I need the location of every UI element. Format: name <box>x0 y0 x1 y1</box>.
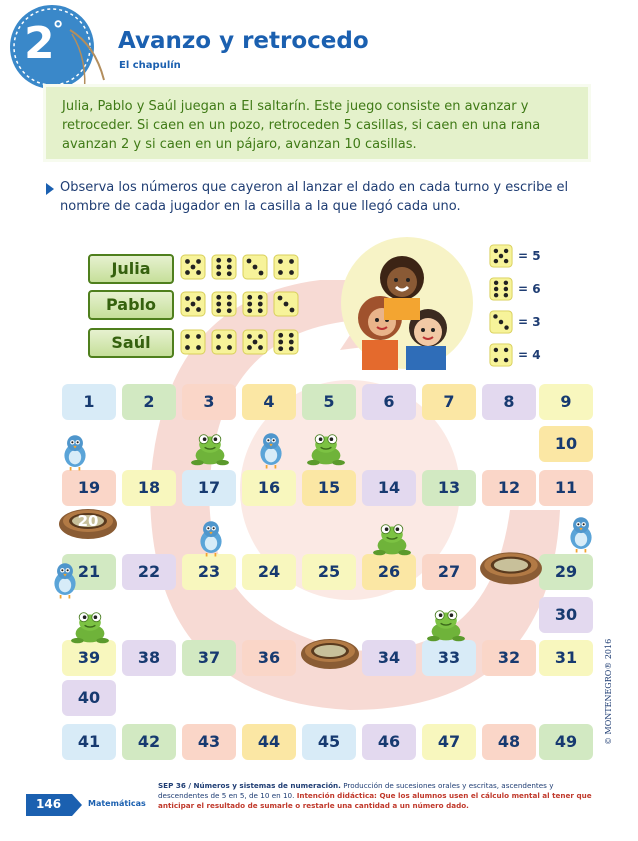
player-saul-label: Saúl <box>88 328 174 358</box>
board-cell: 19 <box>62 470 116 506</box>
board-cell: 11 <box>539 470 593 506</box>
board-cell: 13 <box>422 470 476 506</box>
page-number: 146 <box>36 797 62 811</box>
board-cell: 2 <box>122 384 176 420</box>
board-cell: 37 <box>182 640 236 676</box>
die-6-icon <box>211 254 237 280</box>
legend-value: = 6 <box>518 282 541 296</box>
board-cell: 44 <box>242 724 296 760</box>
board-cell: 10 <box>539 426 593 462</box>
grade-number: 2° <box>24 18 62 69</box>
board-cell: 12 <box>482 470 536 506</box>
board-cell: 34 <box>362 640 416 676</box>
frog-icon <box>190 432 230 468</box>
intro-text: Julia, Pablo y Saúl juegan a El saltarín. Este juego consiste en avanzar y retroceder. Si caen en un pozo, retroceden 5 casillas, si caen en una rana avanzan 2 y si caen en un pájaro, avanzan 10 casillas. <box>62 99 541 152</box>
bird-icon <box>256 430 286 470</box>
die-3-icon <box>242 254 268 280</box>
die-5-icon <box>180 291 206 317</box>
player-pablo-label: Pablo <box>88 290 174 320</box>
die-5-icon <box>242 329 268 355</box>
legend-value: = 3 <box>518 315 541 329</box>
board-cell: 38 <box>122 640 176 676</box>
frog-icon <box>306 432 346 468</box>
board-cell: 14 <box>362 470 416 506</box>
board-cell: 4 <box>242 384 296 420</box>
die-4-icon <box>180 329 206 355</box>
bird-icon <box>196 518 226 558</box>
board-cell: 8 <box>482 384 536 420</box>
subject-label: Matemáticas <box>88 799 146 808</box>
board-cell: 9 <box>539 384 593 420</box>
die-3-icon <box>273 291 299 317</box>
bird-icon <box>566 514 596 554</box>
pit-icon <box>300 634 360 670</box>
board-cell: 21 <box>62 554 116 590</box>
children-illustration <box>340 236 474 370</box>
board-cell: 1 <box>62 384 116 420</box>
board-cell: 3 <box>182 384 236 420</box>
board-cell: 6 <box>362 384 416 420</box>
board-cell: 23 <box>182 554 236 590</box>
board-cell: 47 <box>422 724 476 760</box>
die-4-icon <box>273 254 299 280</box>
board-cell: 5 <box>302 384 356 420</box>
board-cell: 48 <box>482 724 536 760</box>
legend-die-4-icon <box>489 343 513 367</box>
board-cell: 49 <box>539 724 593 760</box>
board-cell: 40 <box>62 680 116 716</box>
copyright: © MONTENEGRO® 2016 <box>604 638 613 745</box>
legend-die-6-icon <box>489 277 513 301</box>
frog-icon <box>372 522 412 558</box>
board-cell: 45 <box>302 724 356 760</box>
board-cell: 7 <box>422 384 476 420</box>
bird-icon <box>60 432 90 472</box>
board-cell: 30 <box>539 597 593 633</box>
legend-die-3-icon <box>489 310 513 334</box>
board-cell: 39 <box>62 640 116 676</box>
pit-number: 20 <box>77 512 99 530</box>
board-cell: 46 <box>362 724 416 760</box>
board-cell: 41 <box>62 724 116 760</box>
board-cell: 15 <box>302 470 356 506</box>
legend-value: = 4 <box>518 348 541 362</box>
board-cell: 25 <box>302 554 356 590</box>
frog-icon <box>426 608 466 644</box>
die-6-icon <box>273 329 299 355</box>
instruction-text: Observa los números que cayeron al lanzar el dado en cada turno y escribe el nombre de cada jugador en la casilla a la que llegó cada uno. <box>60 180 569 214</box>
board-cell: 43 <box>182 724 236 760</box>
board-cell: 36 <box>242 640 296 676</box>
board-cell: 22 <box>122 554 176 590</box>
board-cell: 26 <box>362 554 416 590</box>
die-4-icon <box>211 329 237 355</box>
board-cell: 24 <box>242 554 296 590</box>
bird-icon <box>50 560 80 600</box>
board-cell: 16 <box>242 470 296 506</box>
player-julia-label: Julia <box>88 254 174 284</box>
legend-die-5-icon <box>489 244 513 268</box>
board-cell: 33 <box>422 640 476 676</box>
page-title: Avanzo y retrocedo <box>118 28 369 54</box>
board-cell: 32 <box>482 640 536 676</box>
board-cell: 18 <box>122 470 176 506</box>
die-6-icon <box>211 291 237 317</box>
board-cell: 31 <box>539 640 593 676</box>
die-5-icon <box>180 254 206 280</box>
legend-value: = 5 <box>518 249 541 263</box>
board-cell: 17 <box>182 470 236 506</box>
board-cell: 29 <box>539 554 593 590</box>
page-subtitle: El chapulín <box>119 60 181 71</box>
board-cell: 42 <box>122 724 176 760</box>
frog-icon <box>70 610 110 646</box>
die-6-icon <box>242 291 268 317</box>
board-cell: 27 <box>422 554 476 590</box>
pit-icon <box>479 547 543 585</box>
footer-note: SEP 36 / Números y sistemas de numeración. Producción de sucesiones orales y escritas, ascendentes y descendentes de 5 en 5, de 10 en 10. Intención didáctica: Que los alumnos usen el cálculo mental al tener que anticipar el resultado de sumarle o restarle una cantidad a un número dado. <box>158 781 592 810</box>
bullet-arrow-icon <box>46 183 54 195</box>
